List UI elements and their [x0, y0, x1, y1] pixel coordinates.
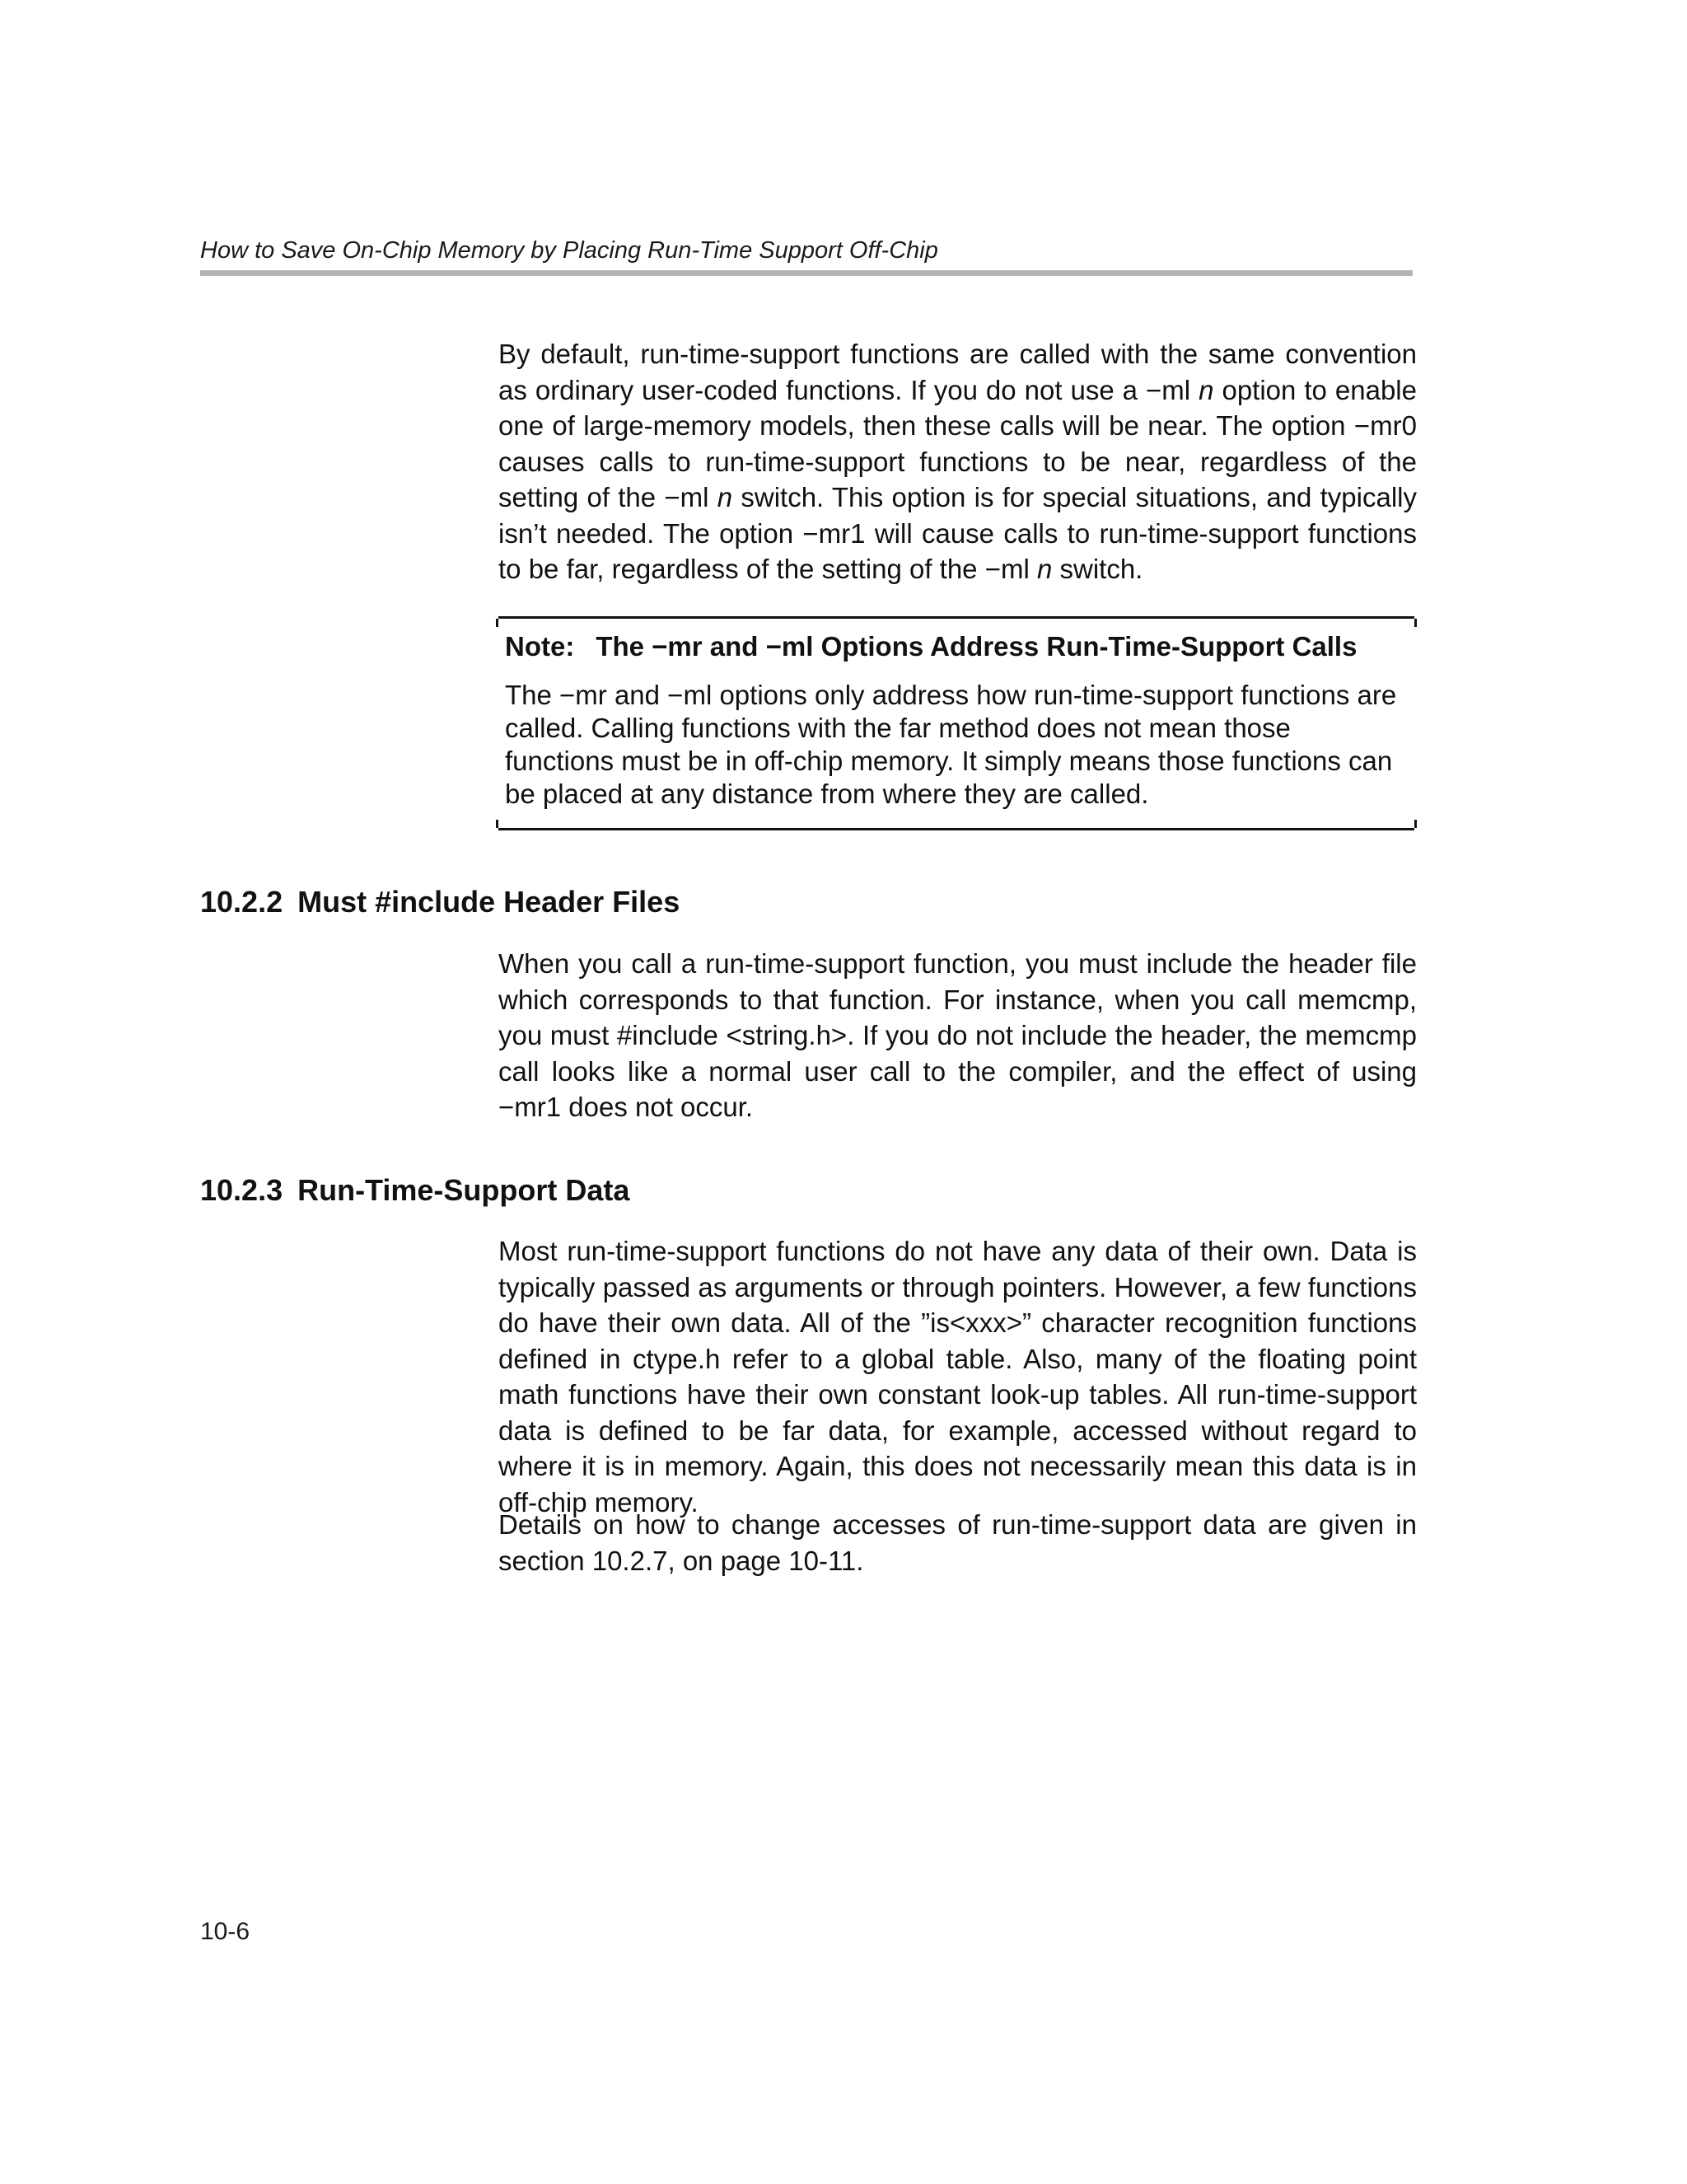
note-corner-tick [496, 820, 498, 828]
intro-text-3: switch. This option is for special situations, and typically isn’t needed. The option −mr1 will cause calls to run-time-support functions to be far, regardless of the setting of the −ml [498, 482, 1417, 584]
note-title [505, 631, 1357, 662]
intro-text-4: switch. [1052, 554, 1143, 584]
note-corner-tick [496, 619, 498, 627]
header-rule [200, 270, 1413, 276]
note-label: Note: [505, 631, 575, 662]
section-title: Run-Time-Support Data [297, 1173, 630, 1207]
intro-italic-n-1: n [1199, 374, 1214, 405]
intro-italic-n-2: n [717, 482, 733, 512]
note-box [498, 616, 1414, 830]
section-number: 10.2.2 [200, 885, 283, 919]
page-number: 10-6 [200, 1918, 250, 1945]
running-header: How to Save On-Chip Memory by Placing Run-Time Support Off-Chip [200, 237, 938, 264]
section-number: 10.2.3 [200, 1173, 283, 1207]
note-heading: The −mr and −ml Options Address Run-Time-Support Calls [596, 631, 1358, 662]
section-heading [200, 885, 680, 919]
note-corner-tick [1414, 820, 1417, 828]
note-corner-tick [1414, 619, 1417, 627]
section-paragraph: Details on how to change accesses of run-time-support data are given in section 10.2.7, on page 10-11. [498, 1509, 1417, 1576]
section-heading [200, 1173, 629, 1208]
intro-italic-n-3: n [1036, 554, 1053, 584]
intro-text-2: option to enable one of large-memory models, then these calls will be near. The option −mr0 causes calls to run-time-support functions to be near, regardless of the setting of the −ml [498, 374, 1417, 512]
section-paragraph: When you call a run-time-support function, you must include the header file which corresponds to that function. For instance, when you call memcmp, you must #include <string.h>. If you do not include the header, the memcmp call looks like a normal user call to the compiler, and the effect of using −mr1 does not occur. [498, 948, 1417, 1122]
note-text: The −mr and −ml options only address how run-time-support functions are called. Calling functions with the far method does not mean those functions must be in off-chip memory. It simply means those functions can be placed at any distance from where they are called. [505, 680, 1397, 809]
section-title: Must #include Header Files [297, 885, 680, 919]
intro-text-1: By default, run-time-support functions are called with the same convention as ordinary user-coded functions. If you do not use a −ml [498, 339, 1417, 405]
intro-paragraph [498, 336, 1417, 587]
section-paragraph: Most run-time-support functions do not have any data of their own. Data is typically passed as arguments or through pointers. However, a few functions do have their own data. All of the ”is<xxx>” character recognition functions defined in ctype.h refer to a global table. Also, many of the floating point math functions have their own constant look-up tables. All run-time-support data is defined to be far data, for example, accessed without regard to where it is in memory. Again, this does not necessarily mean this data is in off-chip memory. [498, 1236, 1417, 1518]
